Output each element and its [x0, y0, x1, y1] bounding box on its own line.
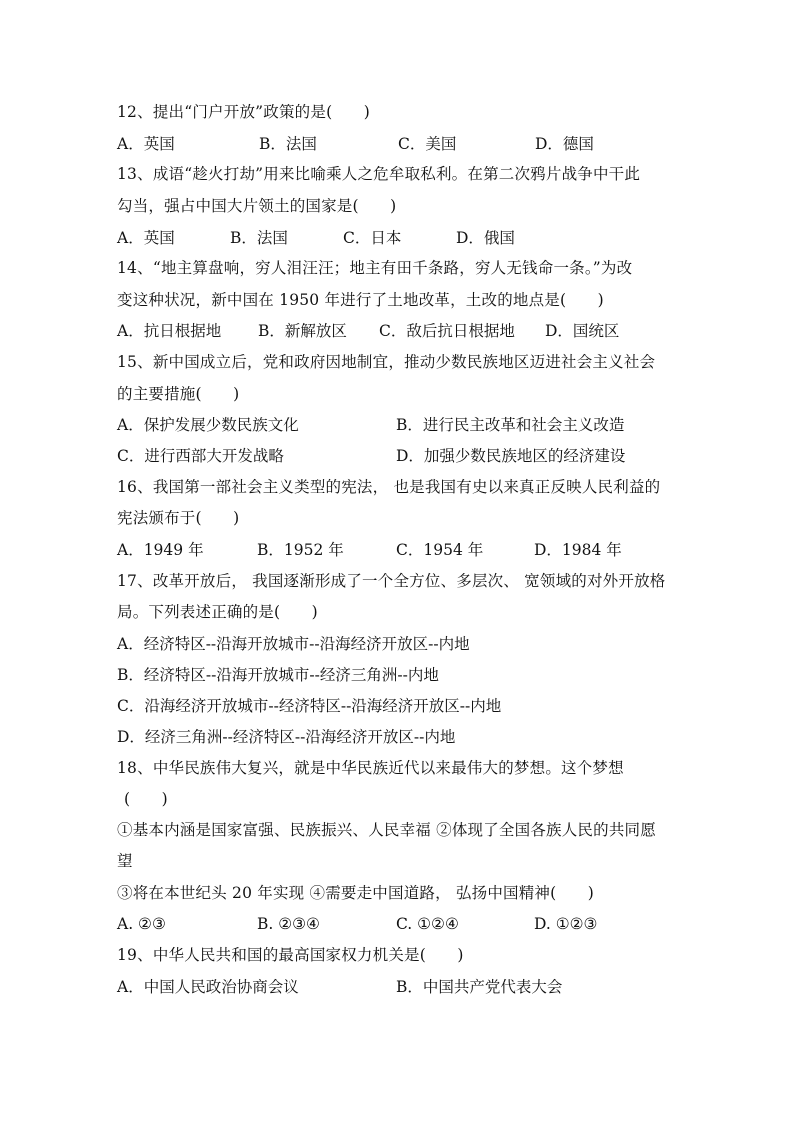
question-15-option-a: A．保护发展少数民族文化: [117, 416, 299, 434]
question-13-stem-line-2: 勾当，强占中国大片领土的国家是( ): [117, 197, 397, 215]
question-18-option-d: D. ①②③: [534, 915, 598, 933]
question-14-option-b: B．新解放区: [258, 322, 347, 340]
question-13-option-a: A．英国: [117, 229, 175, 247]
question-14-option-a: A．抗日根据地: [117, 322, 222, 340]
question-19-option-a: A．中国人民政治协商会议: [117, 978, 299, 996]
question-18-option-a: A. ②③: [117, 915, 166, 933]
question-13-option-c: C．日本: [343, 229, 402, 247]
question-17-option-b: B．经济特区--沿海开放城市--经济三角洲--内地: [117, 666, 439, 684]
question-18-stem-line-2: ( ): [124, 790, 168, 808]
question-15-stem-line-1: 15、新中国成立后，党和政府因地制宜，推动少数民族地区迈进社会主义社会: [117, 353, 656, 371]
question-15-option-c: C．进行西部大开发战略: [117, 447, 284, 465]
question-13-option-b: B．法国: [230, 229, 288, 247]
question-16-option-a: A．1949 年: [117, 541, 204, 559]
question-12-stem: 12、提出“门户开放”政策的是( ): [117, 103, 370, 121]
question-17-option-d: D．经济三角洲--经济特区--沿海经济开放区--内地: [117, 728, 456, 746]
question-18-stem-line-5: ③将在本世纪头 20 年实现 ④需要走中国道路， 弘扬中国精神( ): [117, 884, 595, 902]
question-15-stem-line-2: 的主要措施( ): [117, 385, 240, 403]
question-16-option-b: B．1952 年: [257, 541, 344, 559]
question-18-option-b: B. ②③④: [257, 915, 320, 933]
question-18-stem-line-4: 望: [117, 852, 133, 870]
question-18-stem-line-3: ①基本内涵是国家富强、民族振兴、人民幸福 ②体现了全国各族人民的共同愿: [117, 821, 656, 839]
question-19-option-b: B．中国共产党代表大会: [396, 978, 563, 996]
question-14-stem-line-1: 14、“地主算盘响，穷人泪汪汪；地主有田千条路，穷人无钱命一条。”为改: [117, 259, 633, 277]
question-17-stem-line-1: 17、改革开放后， 我国逐渐形成了一个全方位、多层次、 宽领域的对外开放格: [117, 572, 666, 590]
question-18-stem-line-1: 18、中华民族伟大复兴，就是中华民族近代以来最伟大的梦想。这个梦想: [117, 759, 624, 777]
question-12-option-b: B．法国: [259, 135, 317, 153]
question-17-option-c: C．沿海经济开放城市--经济特区--沿海经济开放区--内地: [117, 697, 502, 715]
question-14-option-d: D．国统区: [545, 322, 620, 340]
question-14-option-c: C．敌后抗日根据地: [379, 322, 515, 340]
question-16-option-d: D．1984 年: [534, 541, 622, 559]
question-18-option-c: C. ①②④: [396, 915, 459, 933]
question-17-option-a: A．经济特区--沿海开放城市--沿海经济开放区--内地: [117, 635, 470, 653]
question-19-stem: 19、中华人民共和国的最高国家权力机关是( ): [117, 946, 464, 964]
question-15-option-b: B．进行民主改革和社会主义改造: [396, 416, 625, 434]
question-12-option-d: D．德国: [535, 135, 594, 153]
question-16-option-c: C．1954 年: [396, 541, 484, 559]
question-13-stem-line-1: 13、成语“趁火打劫”用来比喻乘人之危牟取私利。在第二次鸦片战争中干此: [117, 165, 641, 183]
question-14-stem-line-2: 变这种状况，新中国在 1950 年进行了土地改革，土改的地点是( ): [117, 291, 604, 309]
question-13-option-d: D．俄国: [456, 229, 515, 247]
question-17-stem-line-2: 局。下列表述正确的是( ): [117, 603, 318, 621]
question-12-option-c: C．美国: [398, 135, 457, 153]
question-12-option-a: A．英国: [117, 135, 175, 153]
question-16-stem-line-1: 16、我国第一部社会主义类型的宪法， 也是我国有史以来真正反映人民利益的: [117, 478, 661, 496]
question-15-option-d: D．加强少数民族地区的经济建设: [396, 447, 626, 465]
question-16-stem-line-2: 宪法颁布于( ): [117, 509, 240, 527]
